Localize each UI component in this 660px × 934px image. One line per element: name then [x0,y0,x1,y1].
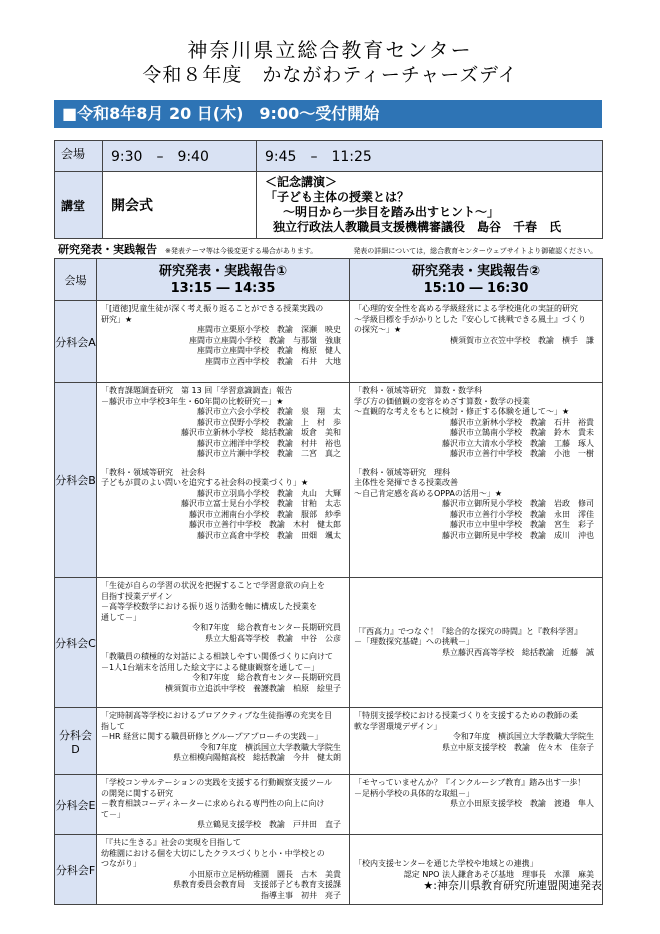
sessions-venue-label: 会場 [55,259,97,301]
session-cell-right [350,775,603,835]
column-2-title: 研究発表・実践報告② [411,263,540,279]
presentation-title: 「定時制高等学校におけるプロアクティブな生徒指導の充実を目 指して －HR 経営に関する職員研修とグループアプローチの実践－」 [101,711,333,741]
column-1-title: 研究発表・実践報告① [158,263,287,279]
presentation-title: 「教科・領域等研究 社会科 子どもが貫のよい問いを追究する社会科の授業づくり」★ [101,467,309,487]
sessions-table [54,258,603,905]
session-rows [55,301,603,905]
presentation-title: 「教科・領域等研究 算数・数学科 学び方の価値観の変容をめざす算数・数学の授業 ～直観的な考えをもとに検討・修正する体験を通して～」★ [354,386,570,416]
presenter: 藤沢市立御所見小学校 教諭 岩政 修司 藤沢市立善行小学校 教諭 永田 澪佳 藤沢市立中里中学校 教諭 宮生 彩子 藤沢市立御所見中学校 教諭 成川 沖也 [442,499,594,540]
keynote-cell [257,172,603,239]
session-cell-right [350,301,603,383]
presenter: 令和7年度 総合教育センター長期研究員 県立大船高等学校 教諭 中谷 公彦 [192,623,341,643]
schedule-time-1: 9:30 – 9:40 [103,141,257,172]
presentation-title: 「『共に生きる』社会の実現を目指して 幼稚園における個を大切にしたクラスづくりと小・中学校との つながり」 [101,838,325,868]
session-name: 分科会C [55,578,97,708]
date-bar: ■令和8年8月 20 日(木) 9:00～受付開始 [54,100,602,128]
schedule-time-2: 9:45 – 11:25 [257,141,603,172]
column-1-time: 13:15 ― 14:35 [170,280,276,296]
schedule-table [54,140,603,239]
presentation [101,581,345,644]
column-2-time: 15:10 ― 16:30 [423,280,529,296]
event-title: 令和８年度 かながわティーチャーズデイ [142,64,518,86]
presentation [354,627,598,659]
presenter: 横須賀市立衣笠中学校 教諭 横手 謙 [450,335,594,345]
session-name: 分科会A [55,301,97,383]
keynote-title: 「子ども主体の授業とは？ [265,190,410,204]
presentation [354,711,598,753]
session-name: 分科会D [55,708,97,775]
presenter: 令和7年度 総合教育センター長期研究員 横須賀市立追浜中学校 養護教諭 柏原 絵里子 [165,673,341,693]
section-heading [58,241,597,257]
presenter: 藤沢市立六会小学校 教諭 泉 翔 太 藤沢市立俣野小学校 教諭 上 村 歩 藤沢市立新林小学校 総括教諭 坂倉 美和 藤沢市立湘洋中学校 教諭 村井 裕也 藤沢市立片瀬中学校 教諭 二宮 真之 [181,407,341,458]
presentation [354,468,598,542]
session-row [55,383,603,578]
presentation-title: 「教科・領域等研究 理科 主体性を発揮できる授業改善 ～自己肯定感を高めるOPPAの活用～」★ [354,467,503,498]
presentation-title: 「[道徳]児童生徒が深く考え振り返ることができる授業実践の 研究」★ [101,304,324,324]
presentation [101,304,345,367]
presenter: 県立小田原支援学校 教諭 渡邉 隼人 [450,799,594,808]
session-cell-left [97,301,350,383]
presentation-title: 「モヤっていませんか？『インクルーシブ教育』踏み出す一歩！ －足柄小学校の具体的な取組－」 [354,778,586,798]
section-note-2: 発表の詳細については，総合教育センターウェブサイトより御確認ください。 [353,247,598,255]
opening-ceremony: 開会式 [103,172,257,239]
session-row [55,775,603,835]
section-title: 研究発表・実践報告 [58,243,157,256]
schedule-venue-label: 会場 [55,141,103,172]
column-header-1 [97,259,350,301]
presentation [101,468,345,542]
session-row [55,578,603,708]
session-row [55,301,603,383]
presentation-title: 「教職員の積極的な対話による相談しやすい関係づくりに向けて －1人1台端末を活用した絵文字による健康観察を通して－」 [101,652,333,672]
session-cell-right [350,578,603,708]
presentation-title: 「『西高力』でつなぐ！『総合的な探究の時間』と『教科学習』 －「理数探究基礎」への挑戦－」 [354,626,582,647]
presentation-title: 「校内支援センターを通じた学校や地域との連携」 [354,859,538,868]
keynote-lecturer: 独立行政法人教職員支援機構審議役 島谷 千春 氏 [273,220,562,234]
presenter: 藤沢市立羽鳥小学校 教諭 丸山 大輝 藤沢市立富士見台小学校 教諭 甘粕 太志 藤沢市立湘南台小学校 教諭 服部 紗季 藤沢市立善行中学校 教諭 木村 健太郎 藤沢市立高倉中学校 教諭 田畑 颯太 [181,488,341,540]
presenter: 令和7年度 横浜国立大学教職大学院生 県立相模向陽館高校 総括教諭 今井 健太朗 [173,742,341,762]
session-cell-left [97,835,350,905]
session-row [55,835,603,905]
presentation-title: 「特別支援学校における授業づくりを支援するための教師の柔 軟な学習環境デザイン」 [354,711,578,731]
session-name: 分科会F [55,835,97,905]
session-name: 分科会B [55,383,97,578]
presentation [101,652,345,694]
page-title: 神奈川県立総合教育センター [187,38,473,62]
presentation [101,838,345,901]
session-cell-left [97,383,350,578]
keynote-tag: ＜記念講演＞ [265,175,338,189]
keynote-subtitle: ～明日から一歩目を踏み出すヒント～」 [283,205,500,219]
presentation-title: 「教育課題調査研究 第 13 回「学習意識調査」報告 －藤沢市立中学校3年生・60年間の比較研究－」★ [101,386,293,406]
session-cell-left [97,708,350,775]
presentation [101,386,345,460]
section-note-1: ※発表テーマ等は今後変更する場合があります。 [165,247,318,255]
presenter: 認定 NPO 法人鎌倉あそび基地 理事長 水澤 麻美 [403,869,594,879]
column-header-2 [350,259,603,301]
session-cell-left [97,578,350,708]
session-cell-left [97,775,350,835]
presentation [101,711,345,764]
presentation-title: 「生徒が自らの学習の状況を把握することで学習意欲の向上を 目指す授業デザイン －高等学校数学における振り返り活動を軸に構成した授業を 通して－」 [101,581,325,622]
session-cell-right [350,383,603,578]
presenter: 令和7年度 横浜国立大学教職大学院生 県立中原支援学校 教諭 佐々木 佳奈子 [442,732,594,752]
session-cell-right [350,708,603,775]
hall-label: 講堂 [55,172,103,239]
presenter: 県立鶴見支援学校 教諭 戸井田 直子 [197,820,341,829]
presentation [354,304,598,346]
presenter: 小田原市立足柄幼稚園 園長 古木 美貴 県教育委員会教育局 支援部子ども教育支援課 指導主事 初井 亮子 [173,869,341,900]
footer-note: ★:神奈川県教育研究所連盟関連発表 [423,879,602,892]
presentation [101,778,345,831]
presentation [354,386,598,460]
presenter: 座間市立栗原小学校 教諭 深瀬 映史 座間市立座間小学校 教諭 与那嶺 強康 座間市立座間中学校 教諭 梅原 健人 座間市立西中学校 教諭 石井 大地 [189,325,341,366]
presenter: 県立藤沢西高等学校 総括教諭 近藤 誠 [442,647,594,657]
session-name: 分科会E [55,775,97,835]
presentation [354,778,598,810]
presenter: 藤沢市立新林小学校 教諭 石井 裕貴 藤沢市立鵠南小学校 教諭 鈴木 貴未 藤沢市立大清水小学校 教諭 工藤 琢人 藤沢市立善行中学校 教諭 小池 一樹 [442,417,594,458]
session-cell-right [350,835,603,905]
session-row [55,708,603,775]
presentation-title: 「学校コンサルテーションの実践を支援する行動観察支援ツール の開発に関する研究 －教育相談コーディネーターに求められる専門性の向上に向け て－」 [101,778,333,819]
presentation-title: 「心理的安全性を高める学級経営による学校進化の実証的研究 ～学級目標を手がかりとした『安心して挑戦できる風土』づくり の探究～」★ [354,304,586,334]
